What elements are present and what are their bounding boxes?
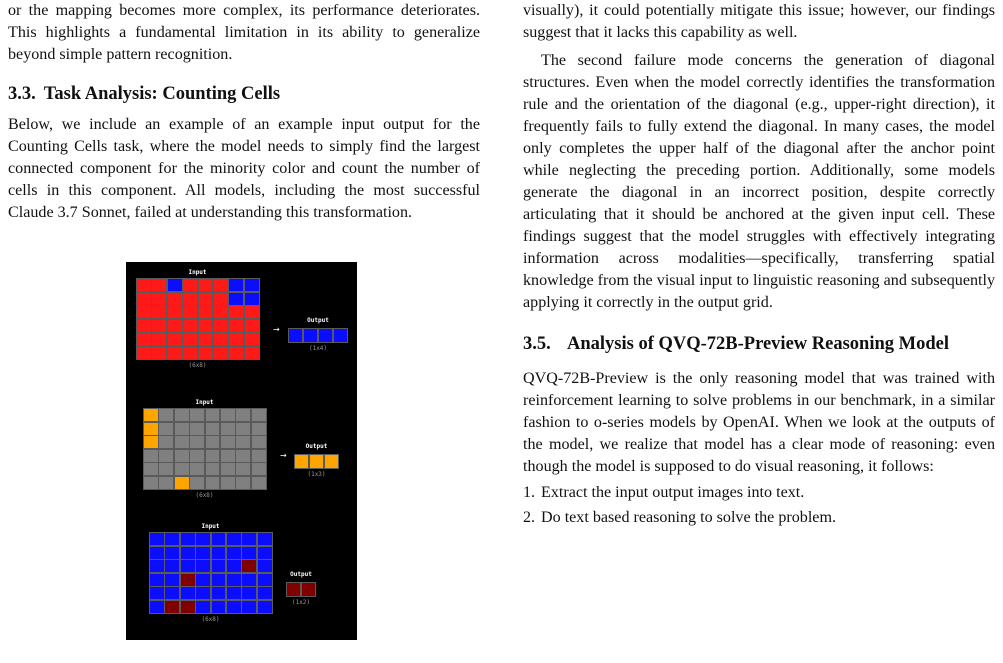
grid-cell bbox=[251, 476, 267, 490]
grid-cell bbox=[174, 422, 190, 436]
grid-cell bbox=[213, 292, 229, 306]
right-intro-text: visually), it could potentially mitigate this issue; however, our findings suggest that it lacks this capability as well. bbox=[523, 2, 995, 41]
input-dimensions: (6x8) bbox=[188, 362, 207, 369]
grid-cell bbox=[158, 462, 174, 476]
grid-cell bbox=[213, 346, 229, 360]
section-title: Analysis of QVQ-72B-Preview Reasoning Model bbox=[567, 334, 949, 354]
grid-cell bbox=[158, 422, 174, 436]
grid-cell bbox=[198, 319, 214, 333]
grid-cell bbox=[205, 408, 221, 422]
grid-cell bbox=[241, 546, 257, 560]
grid-cell bbox=[164, 532, 180, 546]
grid-cell bbox=[244, 319, 260, 333]
grid-cell bbox=[167, 319, 183, 333]
grid-cell bbox=[241, 586, 257, 600]
grid-cell-minority bbox=[228, 292, 244, 306]
grid-cell bbox=[211, 600, 227, 614]
section-heading-3-3 bbox=[8, 82, 480, 106]
grid-cell bbox=[211, 559, 227, 573]
grid-cell bbox=[198, 278, 214, 292]
grid-cell bbox=[180, 546, 196, 560]
grid-cell bbox=[251, 408, 267, 422]
output-cell bbox=[286, 582, 301, 597]
section-number: 3.5. bbox=[523, 334, 551, 354]
input-label: Input bbox=[201, 523, 220, 530]
output-cell bbox=[333, 328, 348, 343]
grid-cell bbox=[158, 435, 174, 449]
grid-cell bbox=[213, 319, 229, 333]
list-item: 1. Extract the input output images into text. bbox=[523, 484, 805, 501]
output-label: Output bbox=[307, 317, 329, 324]
grid-cell bbox=[180, 532, 196, 546]
grid-cell bbox=[164, 573, 180, 587]
grid-cell bbox=[213, 332, 229, 346]
grid-cell bbox=[151, 319, 167, 333]
grid-cell bbox=[235, 449, 251, 463]
grid-cell bbox=[189, 408, 205, 422]
grid-cell bbox=[257, 546, 273, 560]
grid-cell bbox=[220, 462, 236, 476]
grid-cell bbox=[136, 278, 152, 292]
output-cell bbox=[301, 582, 316, 597]
grid-cell bbox=[164, 559, 180, 573]
grid-cell bbox=[151, 278, 167, 292]
grid-cell bbox=[136, 332, 152, 346]
grid-cell bbox=[149, 600, 165, 614]
grid-cell bbox=[182, 319, 198, 333]
grid-cell bbox=[251, 462, 267, 476]
grid-cell bbox=[220, 449, 236, 463]
grid-cell bbox=[257, 559, 273, 573]
grid-cell bbox=[151, 305, 167, 319]
grid-cell bbox=[151, 346, 167, 360]
grid-cell bbox=[211, 586, 227, 600]
grid-cell bbox=[143, 449, 159, 463]
grid-cell bbox=[189, 462, 205, 476]
grid-cell bbox=[228, 319, 244, 333]
grid-cell bbox=[228, 305, 244, 319]
grid-cell-minority bbox=[164, 600, 180, 614]
grid-cell bbox=[151, 292, 167, 306]
grid-cell bbox=[257, 600, 273, 614]
grid-cell bbox=[189, 435, 205, 449]
grid-cell bbox=[198, 346, 214, 360]
grid-cell bbox=[220, 408, 236, 422]
grid-cell bbox=[198, 305, 214, 319]
grid-cell bbox=[195, 573, 211, 587]
grid-cell bbox=[198, 332, 214, 346]
grid-cell-minority bbox=[143, 422, 159, 436]
grid-cell bbox=[149, 532, 165, 546]
grid-cell bbox=[235, 462, 251, 476]
grid-cell bbox=[151, 332, 167, 346]
grid-cell bbox=[211, 532, 227, 546]
grid-cell bbox=[226, 532, 242, 546]
grid-cell bbox=[220, 422, 236, 436]
grid-cell bbox=[182, 292, 198, 306]
grid-cell bbox=[228, 332, 244, 346]
grid-cell-minority bbox=[174, 476, 190, 490]
grid-cell bbox=[143, 476, 159, 490]
grid-cell bbox=[251, 422, 267, 436]
output-label: Output bbox=[290, 571, 312, 578]
counting-cells-figure bbox=[126, 262, 357, 640]
grid-cell bbox=[174, 408, 190, 422]
grid-cell bbox=[195, 532, 211, 546]
grid-cell bbox=[189, 449, 205, 463]
grid-cell-minority bbox=[244, 278, 260, 292]
output-dimensions: (1x4) bbox=[308, 345, 328, 352]
grid-cell bbox=[136, 319, 152, 333]
grid-cell bbox=[220, 435, 236, 449]
grid-cell bbox=[244, 305, 260, 319]
output-cell bbox=[288, 328, 303, 343]
grid-cell bbox=[226, 586, 242, 600]
grid-cell bbox=[195, 600, 211, 614]
grid-cell-minority bbox=[180, 600, 196, 614]
section-title: Task Analysis: Counting Cells bbox=[43, 84, 281, 104]
output-cell bbox=[303, 328, 318, 343]
grid-cell bbox=[167, 305, 183, 319]
grid-cell bbox=[235, 435, 251, 449]
failure-mode-paragraph: The second failure mode concerns the generation of diagonal structures. Even when the model correctly identifies the transformation rule and the orientation of the diagonal (e.g., upper-right direction), it frequently fails to fully extend the diagonal. In many cases, the model only completes the upper half of the diagonal after the anchor point while neglecting the preceding portion. Additionally, some models generate the diagonal in an incorrect position, despite correctly articulating that it should be anchored at the given input cell. These findings suggest that the model struggles with effectively integrating information across modalities—specifically, transferring spatial knowledge from the visual input to linguistic reasoning and subsequently applying it correctly in the output grid. bbox=[523, 52, 995, 311]
grid-cell bbox=[241, 573, 257, 587]
grid-cell bbox=[167, 332, 183, 346]
grid-cell bbox=[182, 278, 198, 292]
grid-cell bbox=[235, 408, 251, 422]
input-label: Input bbox=[195, 399, 214, 406]
grid-cell bbox=[158, 449, 174, 463]
input-label: Input bbox=[188, 269, 207, 276]
output-cell bbox=[324, 454, 339, 469]
counting-cells-paragraph: Below, we include an example of an example input output for the Counting Cells task, where the model needs to simply find the largest connected component for the minority color and count the number of cells in this component. All models, including the most successful Claude 3.7 Sonnet, failed at understanding this transformation. bbox=[8, 116, 480, 221]
grid-cell bbox=[211, 573, 227, 587]
grid-cell bbox=[211, 546, 227, 560]
grid-cell-minority bbox=[228, 278, 244, 292]
grid-cell bbox=[205, 449, 221, 463]
grid-cell bbox=[180, 559, 196, 573]
grid-cell bbox=[226, 600, 242, 614]
grid-cell bbox=[241, 532, 257, 546]
right-column bbox=[523, 0, 995, 529]
grid-cell bbox=[182, 346, 198, 360]
grid-cell bbox=[195, 546, 211, 560]
grid-cell bbox=[205, 476, 221, 490]
grid-cell bbox=[149, 546, 165, 560]
output-dimensions: (1x2) bbox=[291, 599, 311, 606]
grid-cell bbox=[198, 292, 214, 306]
grid-cell-minority bbox=[241, 559, 257, 573]
grid-cell bbox=[226, 559, 242, 573]
grid-cell bbox=[205, 462, 221, 476]
qvq-paragraph: QVQ-72B-Preview is the only reasoning model that was trained with reinforcement learning to solve problems in our benchmark, in a similar fashion to o-series models by OpenAI. When we look at the outputs of the model, we realize that model has a clear mode of reasoning: even though the model is supposed to do visual reasoning, it follows: bbox=[523, 370, 995, 475]
grid-cell bbox=[167, 292, 183, 306]
grid-cell bbox=[143, 462, 159, 476]
grid-cell-minority bbox=[167, 278, 183, 292]
grid-cell bbox=[213, 305, 229, 319]
grid-cell bbox=[205, 422, 221, 436]
grid-cell bbox=[257, 586, 273, 600]
grid-cell bbox=[195, 586, 211, 600]
grid-cell bbox=[189, 422, 205, 436]
arrow-icon: → bbox=[280, 451, 287, 460]
grid-cell bbox=[182, 305, 198, 319]
section-heading-3-5 bbox=[523, 332, 995, 356]
grid-cell bbox=[251, 449, 267, 463]
grid-cell bbox=[149, 573, 165, 587]
grid-cell bbox=[182, 332, 198, 346]
grid-cell bbox=[149, 586, 165, 600]
grid-cell bbox=[174, 449, 190, 463]
grid-cell bbox=[235, 422, 251, 436]
grid-cell bbox=[174, 462, 190, 476]
left-column bbox=[8, 0, 480, 224]
input-dimensions: (6x8) bbox=[195, 492, 214, 499]
grid-cell-minority bbox=[143, 408, 159, 422]
grid-cell bbox=[257, 532, 273, 546]
grid-cell bbox=[136, 305, 152, 319]
list-item: 2. Do text based reasoning to solve the problem. bbox=[523, 509, 836, 526]
grid-cell bbox=[167, 346, 183, 360]
grid-cell bbox=[180, 586, 196, 600]
grid-cell bbox=[235, 476, 251, 490]
grid-cell-minority bbox=[143, 435, 159, 449]
grid-cell bbox=[136, 292, 152, 306]
section-number: 3.3. bbox=[8, 84, 36, 104]
grid-cell bbox=[174, 435, 190, 449]
input-dimensions: (6x8) bbox=[201, 616, 220, 623]
output-dimensions: (1x3) bbox=[307, 471, 326, 478]
grid-cell bbox=[136, 346, 152, 360]
grid-cell bbox=[244, 346, 260, 360]
grid-cell bbox=[205, 435, 221, 449]
grid-cell bbox=[226, 573, 242, 587]
reasoning-steps-list bbox=[523, 482, 995, 529]
output-cell bbox=[309, 454, 324, 469]
grid-cell bbox=[220, 476, 236, 490]
grid-cell bbox=[226, 546, 242, 560]
output-cell bbox=[318, 328, 333, 343]
left-intro-text: or the mapping becomes more complex, its performance deteriorates. This highlights a fundamental limitation in its ability to generalize beyond simple pattern recognition. bbox=[8, 2, 480, 63]
grid-cell-minority bbox=[244, 292, 260, 306]
grid-cell bbox=[251, 435, 267, 449]
grid-cell bbox=[158, 408, 174, 422]
grid-cell bbox=[164, 546, 180, 560]
grid-cell bbox=[158, 476, 174, 490]
output-cell bbox=[294, 454, 309, 469]
grid-cell bbox=[244, 332, 260, 346]
arrow-icon: → bbox=[273, 325, 280, 334]
grid-cell bbox=[213, 278, 229, 292]
grid-cell bbox=[189, 476, 205, 490]
grid-cell bbox=[149, 559, 165, 573]
output-label: Output bbox=[305, 443, 328, 450]
grid-cell bbox=[257, 573, 273, 587]
grid-cell bbox=[228, 346, 244, 360]
grid-cell bbox=[164, 586, 180, 600]
grid-cell bbox=[195, 559, 211, 573]
grid-cell bbox=[241, 600, 257, 614]
grid-cell-minority bbox=[180, 573, 196, 587]
